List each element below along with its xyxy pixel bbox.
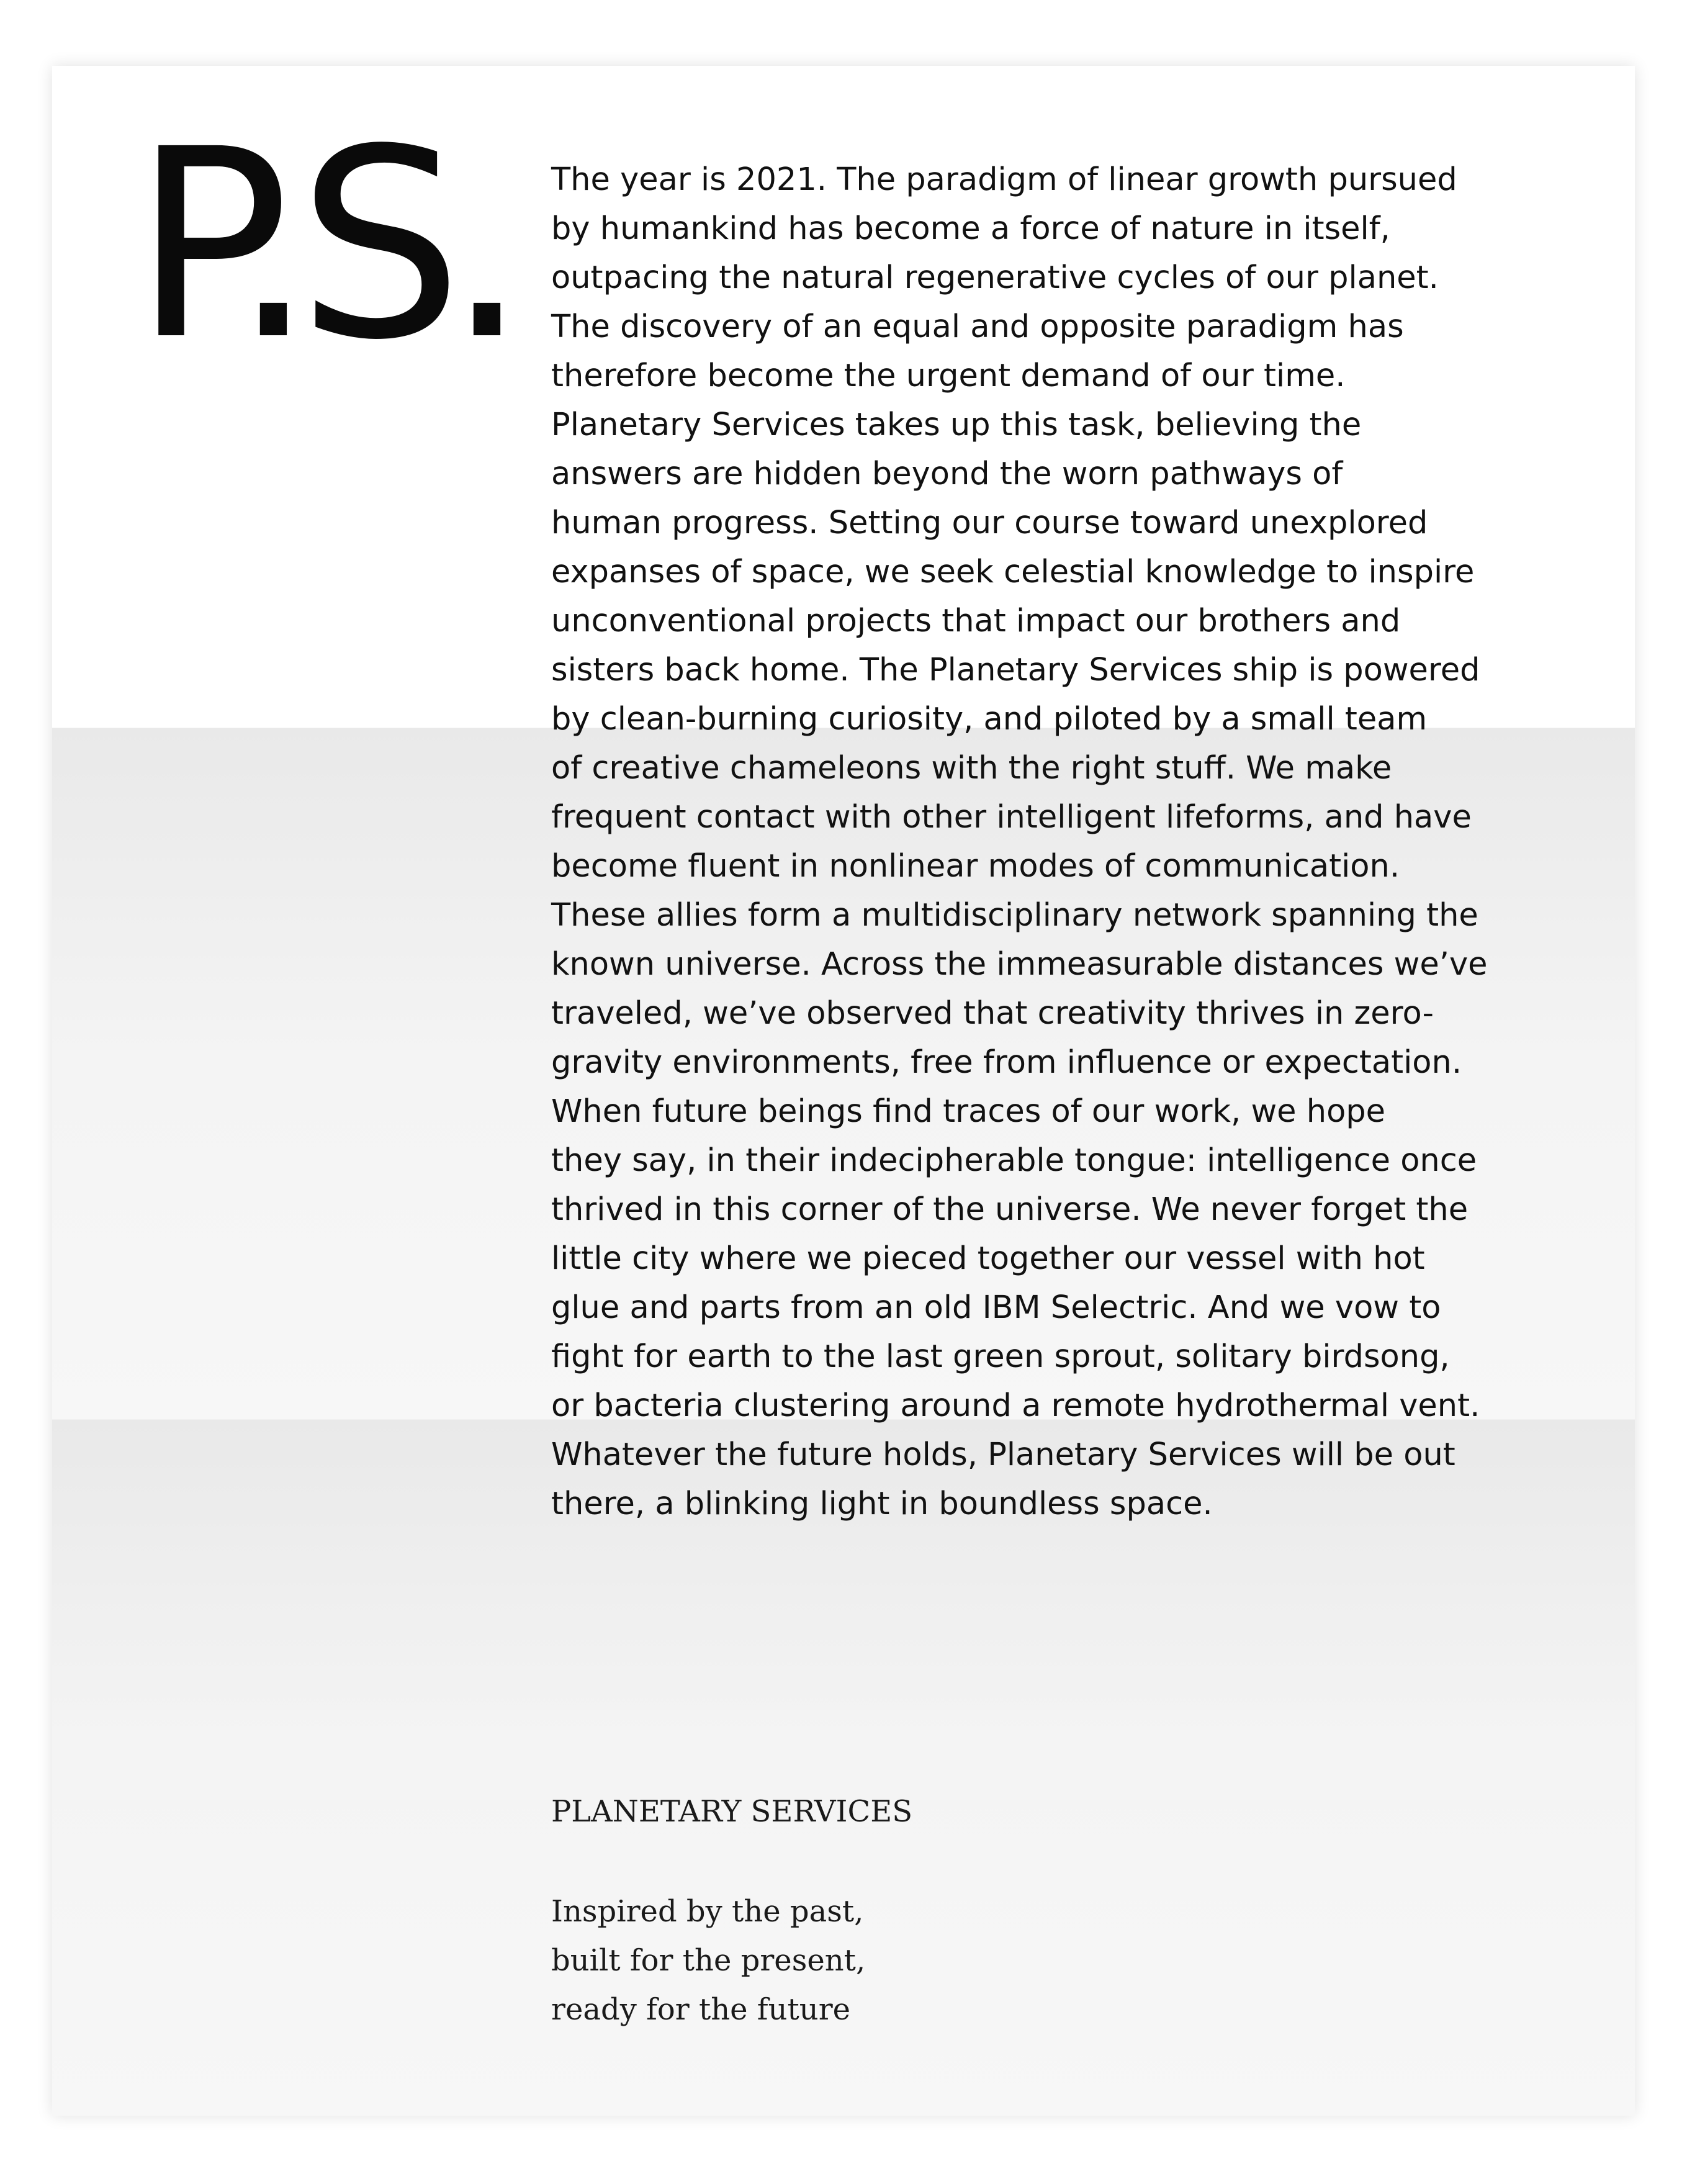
ps-logo: P.S. — [133, 94, 511, 397]
tagline: Inspired by the past, built for the present, ready for the future — [551, 1894, 866, 2027]
document-page — [52, 66, 1635, 2116]
brand-name: PLANETARY SERVICES — [551, 1794, 913, 1829]
manifesto-text: The year is 2021. The paradigm of linear growth pursued by humankind has become a force of nature in itself, outpacing the natural regenerative cycles of our planet. The discovery of an equal and opposite paradigm has therefore become the urgent demand of our time. Planetary Services takes up this task, believing the answers are hidden beyond the worn pathways of human progress. Setting our course toward unexplored expanses of space, we seek celestial knowledge to inspire unconventional projects that impact our brothers and sisters back home. The Planetary Services ship is powered by clean-burning curiosity, and piloted by a small team of creative chameleons with the right stuff. We make frequent contact with other intelligent lifeforms, and have become fluent in nonlinear modes of communication. These allies form a multidisciplinary network spanning the known universe. Across the immeasurable distances we’ve traveled, we’ve observed that creativity thrives in zero- gravity environments, free from influence or expectation. When future beings find traces of our work, we hope they say, in their indecipherable tongue: intelligence once thrived in this corner of the universe. We never forget the little city where we pieced together our vessel with hot glue and parts from an old IBM Selectric. And we vow to fight for earth to the last green sprout, solitary birdsong, or bacteria clustering around a remote hydrothermal vent. Whatever the future holds, Planetary Services will be out there, a blinking light in boundless space. — [551, 161, 1488, 1522]
